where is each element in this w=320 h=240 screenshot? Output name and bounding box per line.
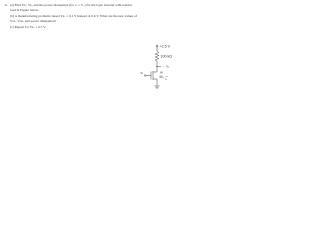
resistor-label: 100 kΩ xyxy=(160,54,172,59)
supply-label: +2.5 V xyxy=(159,44,170,49)
load-resistor xyxy=(155,51,159,61)
inverter-circuit-diagram xyxy=(0,0,200,108)
input-node xyxy=(144,75,146,77)
problem-line-3: (b) A manufacturing problem caused Vᴇₐ = 0.1 V instead of 0.6 V. What are the new values of xyxy=(10,13,138,18)
supply-node xyxy=(156,45,158,47)
ratio-label-denominator: L xyxy=(165,76,168,81)
problem-line-5: (c) Repeat for Vᴇₐ = 0.7 V. xyxy=(10,24,46,29)
problem-number: 6. xyxy=(5,3,8,7)
transistor-label: M₁ xyxy=(159,75,164,79)
problem-line-4: Vᴏʟ, Vᴏʜ, and power dissipation? xyxy=(10,19,57,24)
output-label: → vₒ xyxy=(161,64,170,69)
ratio-label-numerator: W xyxy=(160,70,163,75)
problem-line-2: load in Figure below. xyxy=(10,8,39,13)
problem-line-1: 6. (a) Find VC, Vᴇ, and the power dissipation (for vᵢ = V₁) for the logic inverter with resistor xyxy=(5,3,133,7)
input-label: vᵢ xyxy=(140,71,143,76)
